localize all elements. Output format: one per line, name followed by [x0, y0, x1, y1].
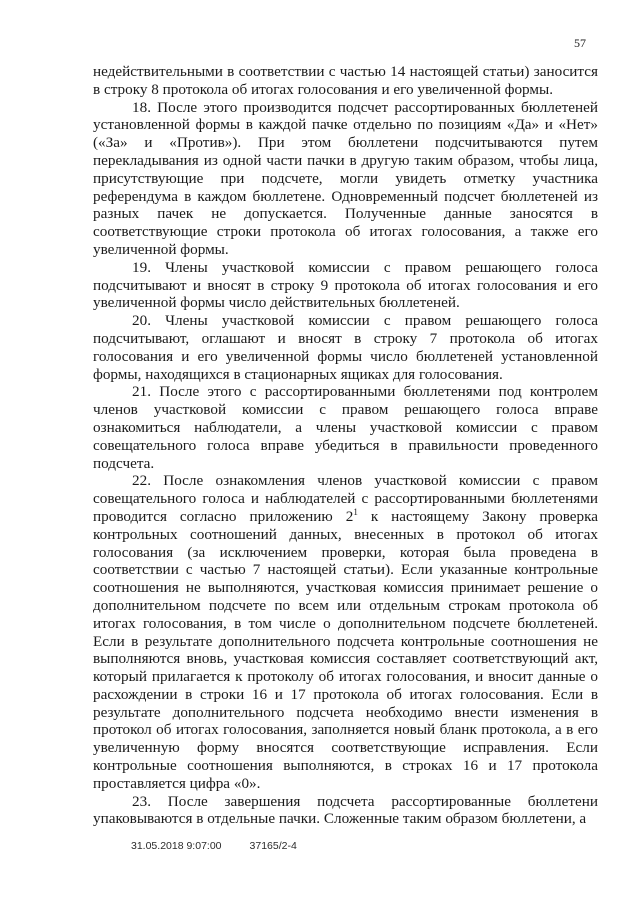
paragraph-20: 20. Члены участковой комиссии с правом решающего голоса подсчитывают, оглашают и вносят в строку 7 протокола об итогах голосования и его увеличенной формы число бюллетеней установленной формы, находящихся в стационарных ящиках для голосования. [93, 312, 598, 383]
page-number: 57 [574, 36, 586, 50]
footer-timestamp: 31.05.2018 9:07:00 [131, 840, 222, 852]
paragraph-19: 19. Члены участковой комиссии с правом решающего голоса подсчитывают и вносят в строку 9 протокола об итогах голосования и его увеличенной формы число действительных бюллетеней. [93, 258, 598, 312]
appendix-superscript: 1 [353, 506, 358, 517]
paragraph-continuation: недействительными в соответствии с частью 14 настоящей статьи) заносится в строку 8 протокола об итогах голосования и его увеличенной формы. [93, 63, 598, 98]
paragraph-22-text-after: к настоящему Закону проверка контрольных соотношений данных, внесенных в протокол об итогах голосования (за исключением проверки, которая была проведена в соответствии с частью 7 настоящей статьи). Если указанные контрольные соотношения не выполняются, участковая комиссия принимает решение о дополнительном подсчете по всем или отдельным строкам протокола об итогах голосования, в том числе о дополнительном подсчете бюллетеней. Если в результате дополнительного подсчета контрольные соотношения не выполняются вновь, участковая комиссия составляет соответствующий акт, который прилагается к протоколу об итогах голосования, и вносит данные о расхождении в строки 16 и 17 протокола об итогах голосования. Если в результате дополнительного подсчета необходимо внести изменения в протокол об итогах голосования, заполняется новый бланк протокола, а в его увеличенную форму вносятся соответствующие исправления. Если контрольные соотношения выполняются, в строках 16 и 17 протокола проставляется цифра «0». [93, 507, 599, 792]
paragraph-22 [93, 472, 598, 792]
paragraph-23: 23. После завершения подсчета рассортированные бюллетени упаковываются в отдельные пачки. Сложенные таким образом бюллетени, а [93, 792, 598, 828]
paragraph-21: 21. После этого с рассортированными бюллетенями под контролем членов участковой комиссии с правом решающего голоса вправе ознакомиться наблюдатели, а члены участковой комиссии с правом совещательного голоса вправе убедиться в правильности проведенного подсчета. [93, 383, 598, 472]
document-body [93, 63, 598, 828]
paragraph-22-text-before: 22. После ознакомления членов участковой комиссии с правом совещательного голоса и наблюдателей с рассортированными бюллетенями проводится согласно приложению 2 [93, 472, 598, 525]
paragraph-18: 18. После этого производится подсчет рассортированных бюллетеней установленной формы в каждой пачке отдельно по позициям «Да» и «Нет» («За» и «Против»). При этом бюллетени подсчитываются путем перекладывания из одной части пачки в другую таким образом, чтобы лица, присутствующие при подсчете, могли увидеть отметку участника референдума в каждом бюллетене. Одновременный подсчет бюллетеней из разных пачек не допускается. Полученные данные заносятся в соответствующие строки протокола об итогах голосования, а также его увеличенной формы. [93, 98, 598, 258]
footer-doc-id: 37165/2-4 [249, 840, 297, 852]
footer [131, 840, 297, 852]
